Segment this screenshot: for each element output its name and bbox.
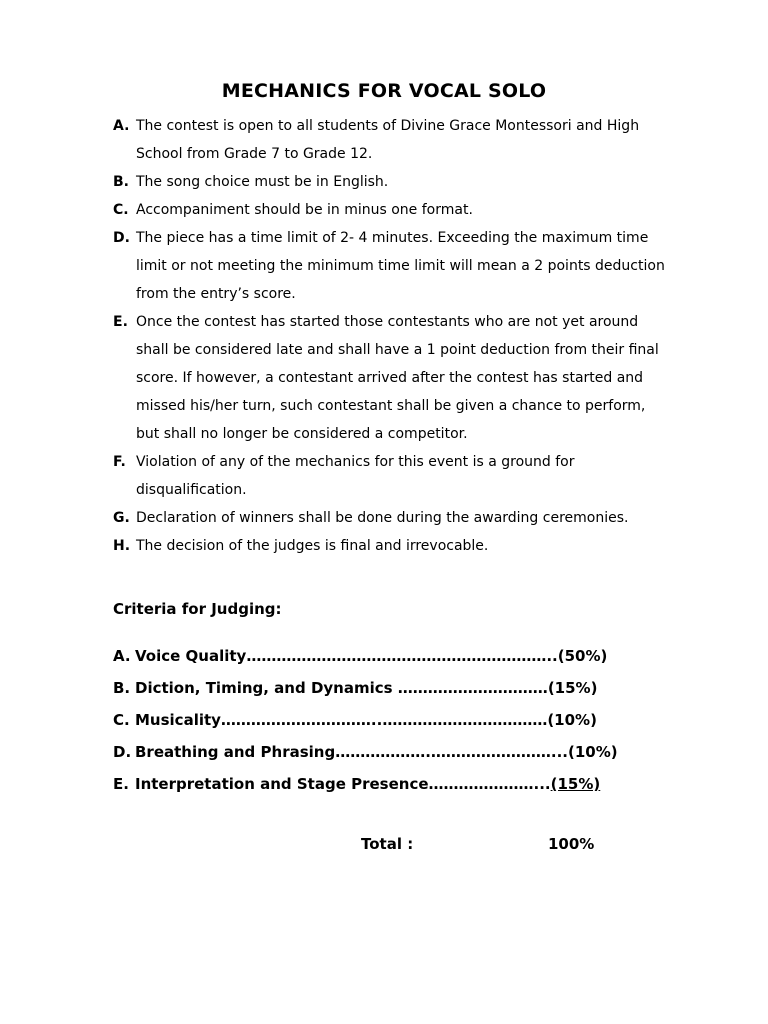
rule-text: The decision of the judges is final and irrevocable. bbox=[136, 538, 489, 554]
criterion-letter: D. bbox=[113, 743, 132, 761]
rule-letter: F. bbox=[113, 454, 126, 470]
criterion-name: Musicality bbox=[135, 711, 221, 729]
rule-letter: H. bbox=[113, 538, 131, 554]
criterion-name: Interpretation and Stage Presence bbox=[135, 775, 429, 793]
list-item bbox=[113, 504, 693, 532]
criterion-letter: B. bbox=[113, 679, 131, 697]
criterion-leader-dots: …………………... bbox=[428, 775, 551, 793]
criterion-letter: E. bbox=[113, 775, 129, 793]
list-item bbox=[113, 308, 693, 448]
criterion-name: Breathing and Phrasing bbox=[135, 743, 336, 761]
criteria-heading: Criteria for Judging: bbox=[113, 600, 282, 618]
criterion-row bbox=[113, 768, 613, 800]
rule-letter: E. bbox=[113, 314, 128, 330]
criterion-percent: (10%) bbox=[547, 711, 597, 729]
rule-letter: B. bbox=[113, 174, 129, 190]
rule-text: The contest is open to all students of Divine Grace Montessori and High School from Grade 7 to Grade 12. bbox=[136, 118, 640, 162]
list-item bbox=[113, 112, 693, 168]
list-item bbox=[113, 196, 693, 224]
rule-letter: C. bbox=[113, 202, 129, 218]
rule-text: Accompaniment should be in minus one format. bbox=[136, 202, 473, 218]
list-item bbox=[113, 448, 693, 504]
rule-letter: A. bbox=[113, 118, 130, 134]
criterion-leader-dots: …………………………..…………………………… bbox=[220, 711, 548, 729]
rule-text: The song choice must be in English. bbox=[136, 174, 389, 190]
document-title: MECHANICS FOR VOCAL SOLO bbox=[221, 80, 547, 102]
criterion-name: Voice Quality bbox=[135, 647, 247, 665]
rule-text: The piece has a time limit of 2- 4 minutes. Exceeding the maximum time limit or not meeting the minimum time limit will mean a 2 points deduction from the entry’s score. bbox=[136, 230, 665, 302]
criterion-name: Diction, Timing, and Dynamics bbox=[135, 679, 393, 697]
criterion-percent: (15%) bbox=[547, 679, 598, 697]
criterion-letter: A. bbox=[113, 647, 131, 665]
criterion-row bbox=[113, 736, 618, 768]
total-value: 100% bbox=[548, 835, 595, 853]
list-item bbox=[113, 532, 693, 560]
rule-text: Violation of any of the mechanics for this event is a ground for disqualification. bbox=[136, 454, 575, 498]
criterion-leader-dots: …………………………………………………….. bbox=[246, 647, 558, 665]
criterion-leader-dots: ………………………… bbox=[392, 679, 548, 697]
criterion-letter: C. bbox=[113, 711, 130, 729]
rule-letter: D. bbox=[113, 230, 130, 246]
list-item bbox=[113, 224, 693, 308]
rule-text: Declaration of winners shall be done during the awarding ceremonies. bbox=[136, 510, 629, 526]
criterion-row bbox=[113, 640, 613, 672]
criteria-list bbox=[113, 640, 618, 800]
criterion-row bbox=[113, 704, 613, 736]
criterion-percent: (15%) bbox=[550, 775, 601, 793]
rule-letter: G. bbox=[113, 510, 130, 526]
list-item bbox=[113, 168, 693, 196]
mechanics-list bbox=[113, 112, 693, 560]
criterion-percent: (50%) bbox=[557, 647, 608, 665]
total-label: Total : bbox=[361, 835, 414, 853]
criterion-leader-dots: ……………….……………………... bbox=[335, 743, 568, 761]
criterion-percent: (10%) bbox=[568, 743, 618, 761]
criterion-row bbox=[113, 672, 613, 704]
rule-text: Once the contest has started those contestants who are not yet around shall be considered late and shall have a 1 point deduction from their final score. If however, a contestant arrived after the contest has started and missed his/her turn, such contestant shall be given a chance to perform, but shall no longer be considered a competitor. bbox=[136, 314, 659, 442]
